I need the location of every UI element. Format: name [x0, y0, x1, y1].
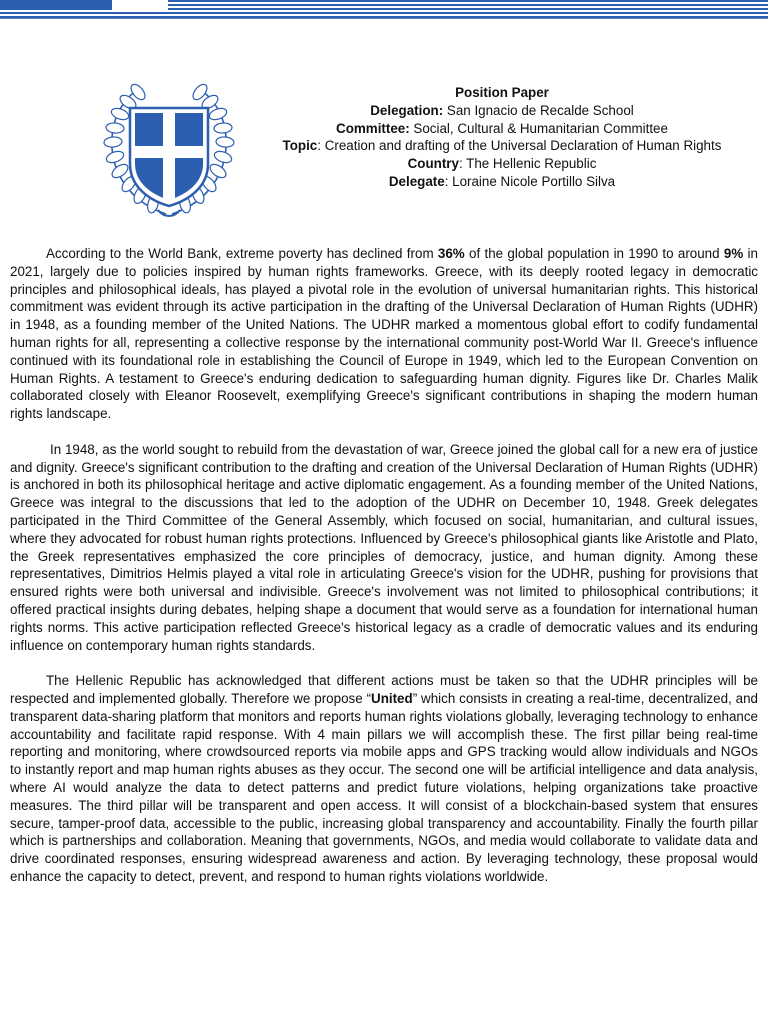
committee-label: Committee: — [336, 120, 410, 136]
flag-cross — [112, 0, 168, 10]
country-value: : The Hellenic Republic — [458, 156, 597, 172]
paragraph-3-text: The Hellenic Republic has acknowledged that different actions must be taken so that the UDHR principles will be respected and implemented globally. Therefore we propose “ — [10, 673, 758, 706]
delegation-value: San Ignacio de Recalde School — [443, 102, 634, 118]
document-body — [10, 245, 758, 903]
committee-value: Social, Cultural & Humanitarian Committee — [409, 120, 668, 136]
paragraph-1 — [10, 245, 758, 423]
paragraph-1-text: in 2021, largely due to policies inspired by human rights frameworks. Greece, with its deeply rooted legacy in democratic principles and philosophical ideals, has played a pivotal role in the evolution of universal humanitarian rights. This historical commitment was evident through its active participation in the drafting of the Universal Declaration of Human Rights (UDHR) in 1948, as a founding member of the United Nations. The UDHR marked a momentous global effort to codify fundamental human rights for all, representing a collective response by the international community post-World War II. Greece's influence continued with its foundational role in establishing the Council of Europe in 1949, which led to the European Convention on Human Rights. A testament to Greece's enduring dedication to safeguarding human dignity. Figures like Dr. Charles Malik collaborated closely with Eleanor Roosevelt, exemplifying Greece's significant contributions in shaping the modern human rights landscape. — [10, 246, 758, 422]
banner-divider — [0, 18, 768, 19]
topic-label: Topic — [282, 138, 318, 154]
paragraph-3 — [10, 672, 758, 886]
poverty-1990-figure: 36% — [437, 246, 465, 261]
paragraph-3-text: ” which consists in creating a real-time, decentralized, and transparent data-sharing platform that monitors and reports human rights violations globally, leveraging technology to enhance accountability and facilitate rapid response. With 4 main pillars we will accomplish these. The first pillar being real-time reporting and monitoring, where crowdsourced reports via mobile apps and GPS tracking would allow individuals and NGOs to instantly report and map human rights abuses as they occur. The second one will be artificial intelligence and data analysis, where AI would analyze the data to detect patterns and predict future violations, helping organizations take proactive measures. The third pillar will be transparent and open access. It will consist of a blockchain-based system that ensures secure, tamper-proof data, accessible to the public, increasing global transparency and accountability. Finally the fourth pillar which is partnerships and collaboration. Meaning that governments, NGOs, and media would collaborate to validate data and drive coordinated responses, ensuring widespread awareness and action. By leveraging technology, these proposal would enhance the capacity to detect, prevent, and respond to human rights violations worldwide. — [10, 690, 758, 884]
delegate-value: : Loraine Nicole Portillo Silva — [444, 173, 616, 189]
poverty-2021-figure: 9% — [723, 246, 744, 261]
document-title: Position Paper — [455, 85, 549, 100]
delegate-label: Delegate — [388, 173, 445, 189]
position-paper-header — [240, 84, 764, 191]
greek-flag-banner — [0, 0, 768, 18]
paragraph-1-text: of the global population in 1990 to around — [464, 246, 724, 261]
delegation-label: Delegation: — [370, 102, 444, 118]
delegate-line — [240, 173, 764, 191]
country-line — [240, 155, 764, 173]
topic-value: : Creation and drafting of the Universal Declaration of Human Rights — [317, 138, 722, 154]
proposal-name: United — [371, 690, 413, 706]
topic-line — [240, 137, 764, 155]
flag-canton — [0, 0, 168, 10]
country-label: Country — [407, 156, 459, 172]
paragraph-2 — [10, 441, 758, 655]
paragraph-1-text: According to the World Bank, extreme poverty has declined from — [46, 246, 438, 261]
delegation-line — [240, 102, 764, 120]
paragraph-2-text: In 1948, as the world sought to rebuild from the devastation of war, Greece joined the global call for a new era of justice and dignity. Greece's significant contribution to the drafting and creation of the Universal Declaration of Human Rights (UDHR) is anchored in both its philosophical heritage and active diplomatic engagement. As a founding member of the United Nations, Greece was integral to the discussions that led to the adoption of the UDHR on December 10, 1948. Greek delegates participated in the Third Committee of the General Assembly, which focused on social, humanitarian, and cultural issues, where they advocated for robust human rights protections. Influenced by Greece's philosophical giants like Aristotle and Plato, the Greek representatives emphasized the core principles of democracy, justice, and human dignity. Among these representatives, Dimitrios Helmis played a vital role in articulating Greece's vision for the UDHR, pushing for provisions that ensured rights were both universal and indivisible. Greece's involvement was not limited to philosophical contributions; it offered practical insights during debates, helping shape a document that would serve as a foundation for international human rights norms. This active participation reflected Greece's historical legacy as a cradle of democratic values and its enduring influence on contemporary human rights standards. — [10, 441, 758, 653]
greek-coat-of-arms-icon — [100, 80, 238, 220]
committee-line — [240, 120, 764, 138]
